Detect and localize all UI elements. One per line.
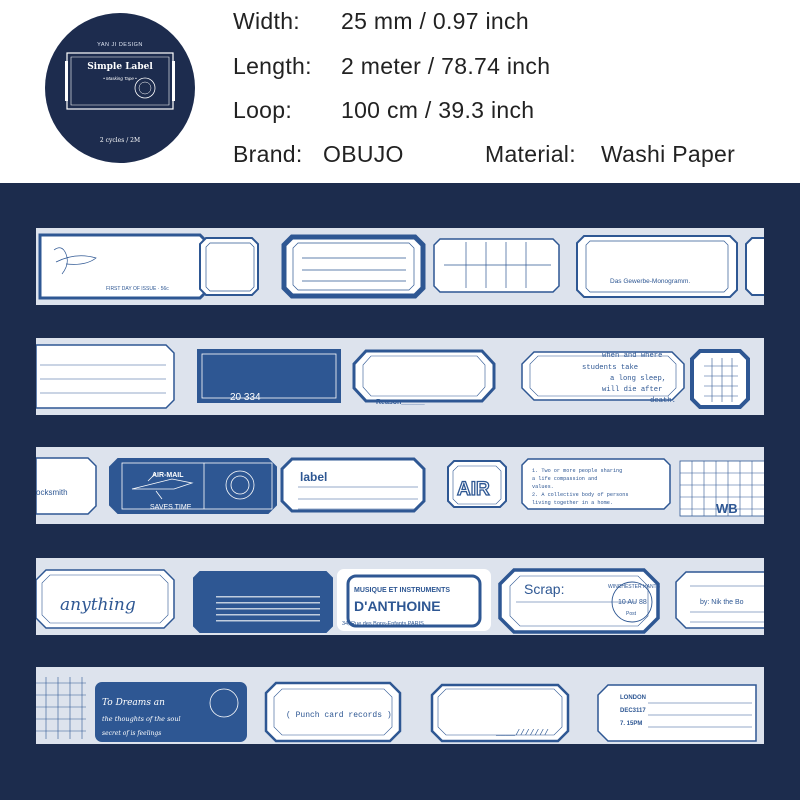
locksmith-text: ocksmith <box>36 488 68 497</box>
number-text: 20 334 <box>230 392 261 403</box>
post-text: Post <box>626 611 637 617</box>
script-line-1: To Dreams an <box>102 698 165 708</box>
musique-text: MUSIQUE ET INSTRUMENTS <box>354 587 451 594</box>
gewerbe-text: Das Gewerbe-Monogramm. <box>610 278 691 285</box>
width-label: Width: <box>233 8 300 34</box>
header-area <box>0 0 800 183</box>
strip-1-labels <box>36 228 764 305</box>
definition-line-4: 2. A collective body of persons <box>532 492 629 498</box>
tape-roll-image <box>45 13 195 163</box>
typed-line-4: will die after <box>602 386 663 394</box>
air-text: AIR <box>457 479 490 500</box>
material-label: Material: <box>485 141 576 167</box>
typed-line-1: when and where <box>602 352 663 360</box>
roll-title-text: Simple Label <box>87 62 153 72</box>
strip-5-labels <box>36 667 764 744</box>
definition-line-3: values. <box>532 484 554 490</box>
loop-label: Loop: <box>233 97 293 123</box>
roll-footer-text: 2 cycles / 2M <box>99 137 141 144</box>
width-value: 25 mm / 0.97 inch <box>341 8 529 34</box>
nik-text: by: Nik the Bo <box>700 599 744 606</box>
brand-value: OBUJO <box>323 141 404 167</box>
scrap-text: Scrap: <box>524 581 565 597</box>
roll-brand-text: YAN JI DESIGN <box>97 42 143 48</box>
anthoine-text: D'ANTHOINE <box>354 598 441 614</box>
tape-strip-2 <box>36 338 764 415</box>
reason-text: Reason______ <box>376 399 425 406</box>
tape-strip-3 <box>36 447 764 524</box>
saves-time-text: SAVES TIME <box>150 504 192 511</box>
stamp-date-text: 10 AU 88 <box>618 599 647 606</box>
strip-4-labels <box>36 558 764 635</box>
anything-text: anything <box>60 595 136 615</box>
script-line-2: the thoughts of the soul <box>102 715 181 723</box>
first-day-text: FIRST DAY OF ISSUE · 56c <box>106 286 169 292</box>
script-line-3: secret of is feelings <box>102 730 162 737</box>
tape-strip-1 <box>36 228 764 305</box>
material-value: Washi Paper <box>601 141 736 167</box>
length-label: Length: <box>233 53 312 79</box>
winchester-text: WINCHESTER HANTS <box>608 584 660 590</box>
london-text: LONDON <box>620 695 646 701</box>
typed-line-2: students take <box>582 364 639 372</box>
airmail-text: AIR-MAIL <box>152 472 184 479</box>
typed-line-5: death. <box>650 397 676 405</box>
definition-line-5: living together in a home. <box>532 500 613 506</box>
tape-strip-5 <box>36 667 764 744</box>
tape-strip-4 <box>36 558 764 635</box>
definition-line-2: a life compassion and <box>532 476 598 482</box>
slashes-text: ____/////// <box>496 729 549 738</box>
wb-text: WB <box>716 501 738 516</box>
brand-label: Brand: <box>233 141 303 167</box>
loop-value: 100 cm / 39.3 inch <box>341 97 535 123</box>
length-value: 2 meter / 78.74 inch <box>341 53 551 79</box>
strip-2-labels <box>36 338 764 415</box>
time-text: 7. 15PM <box>620 721 643 727</box>
roll-subtitle-text: • Masking Tape • <box>103 76 137 81</box>
strip-3-labels <box>36 447 764 524</box>
punch-card-text: ( Punch card records ) <box>286 711 392 720</box>
address-text: 34, Rue des Bons-Enfants PARIS. <box>342 621 426 627</box>
label-text: label <box>300 470 328 484</box>
dec-text: DEC3117 <box>620 708 646 714</box>
definition-line-1: 1. Two or more people sharing <box>532 468 623 474</box>
typed-line-3: a long sleep, <box>610 375 667 383</box>
